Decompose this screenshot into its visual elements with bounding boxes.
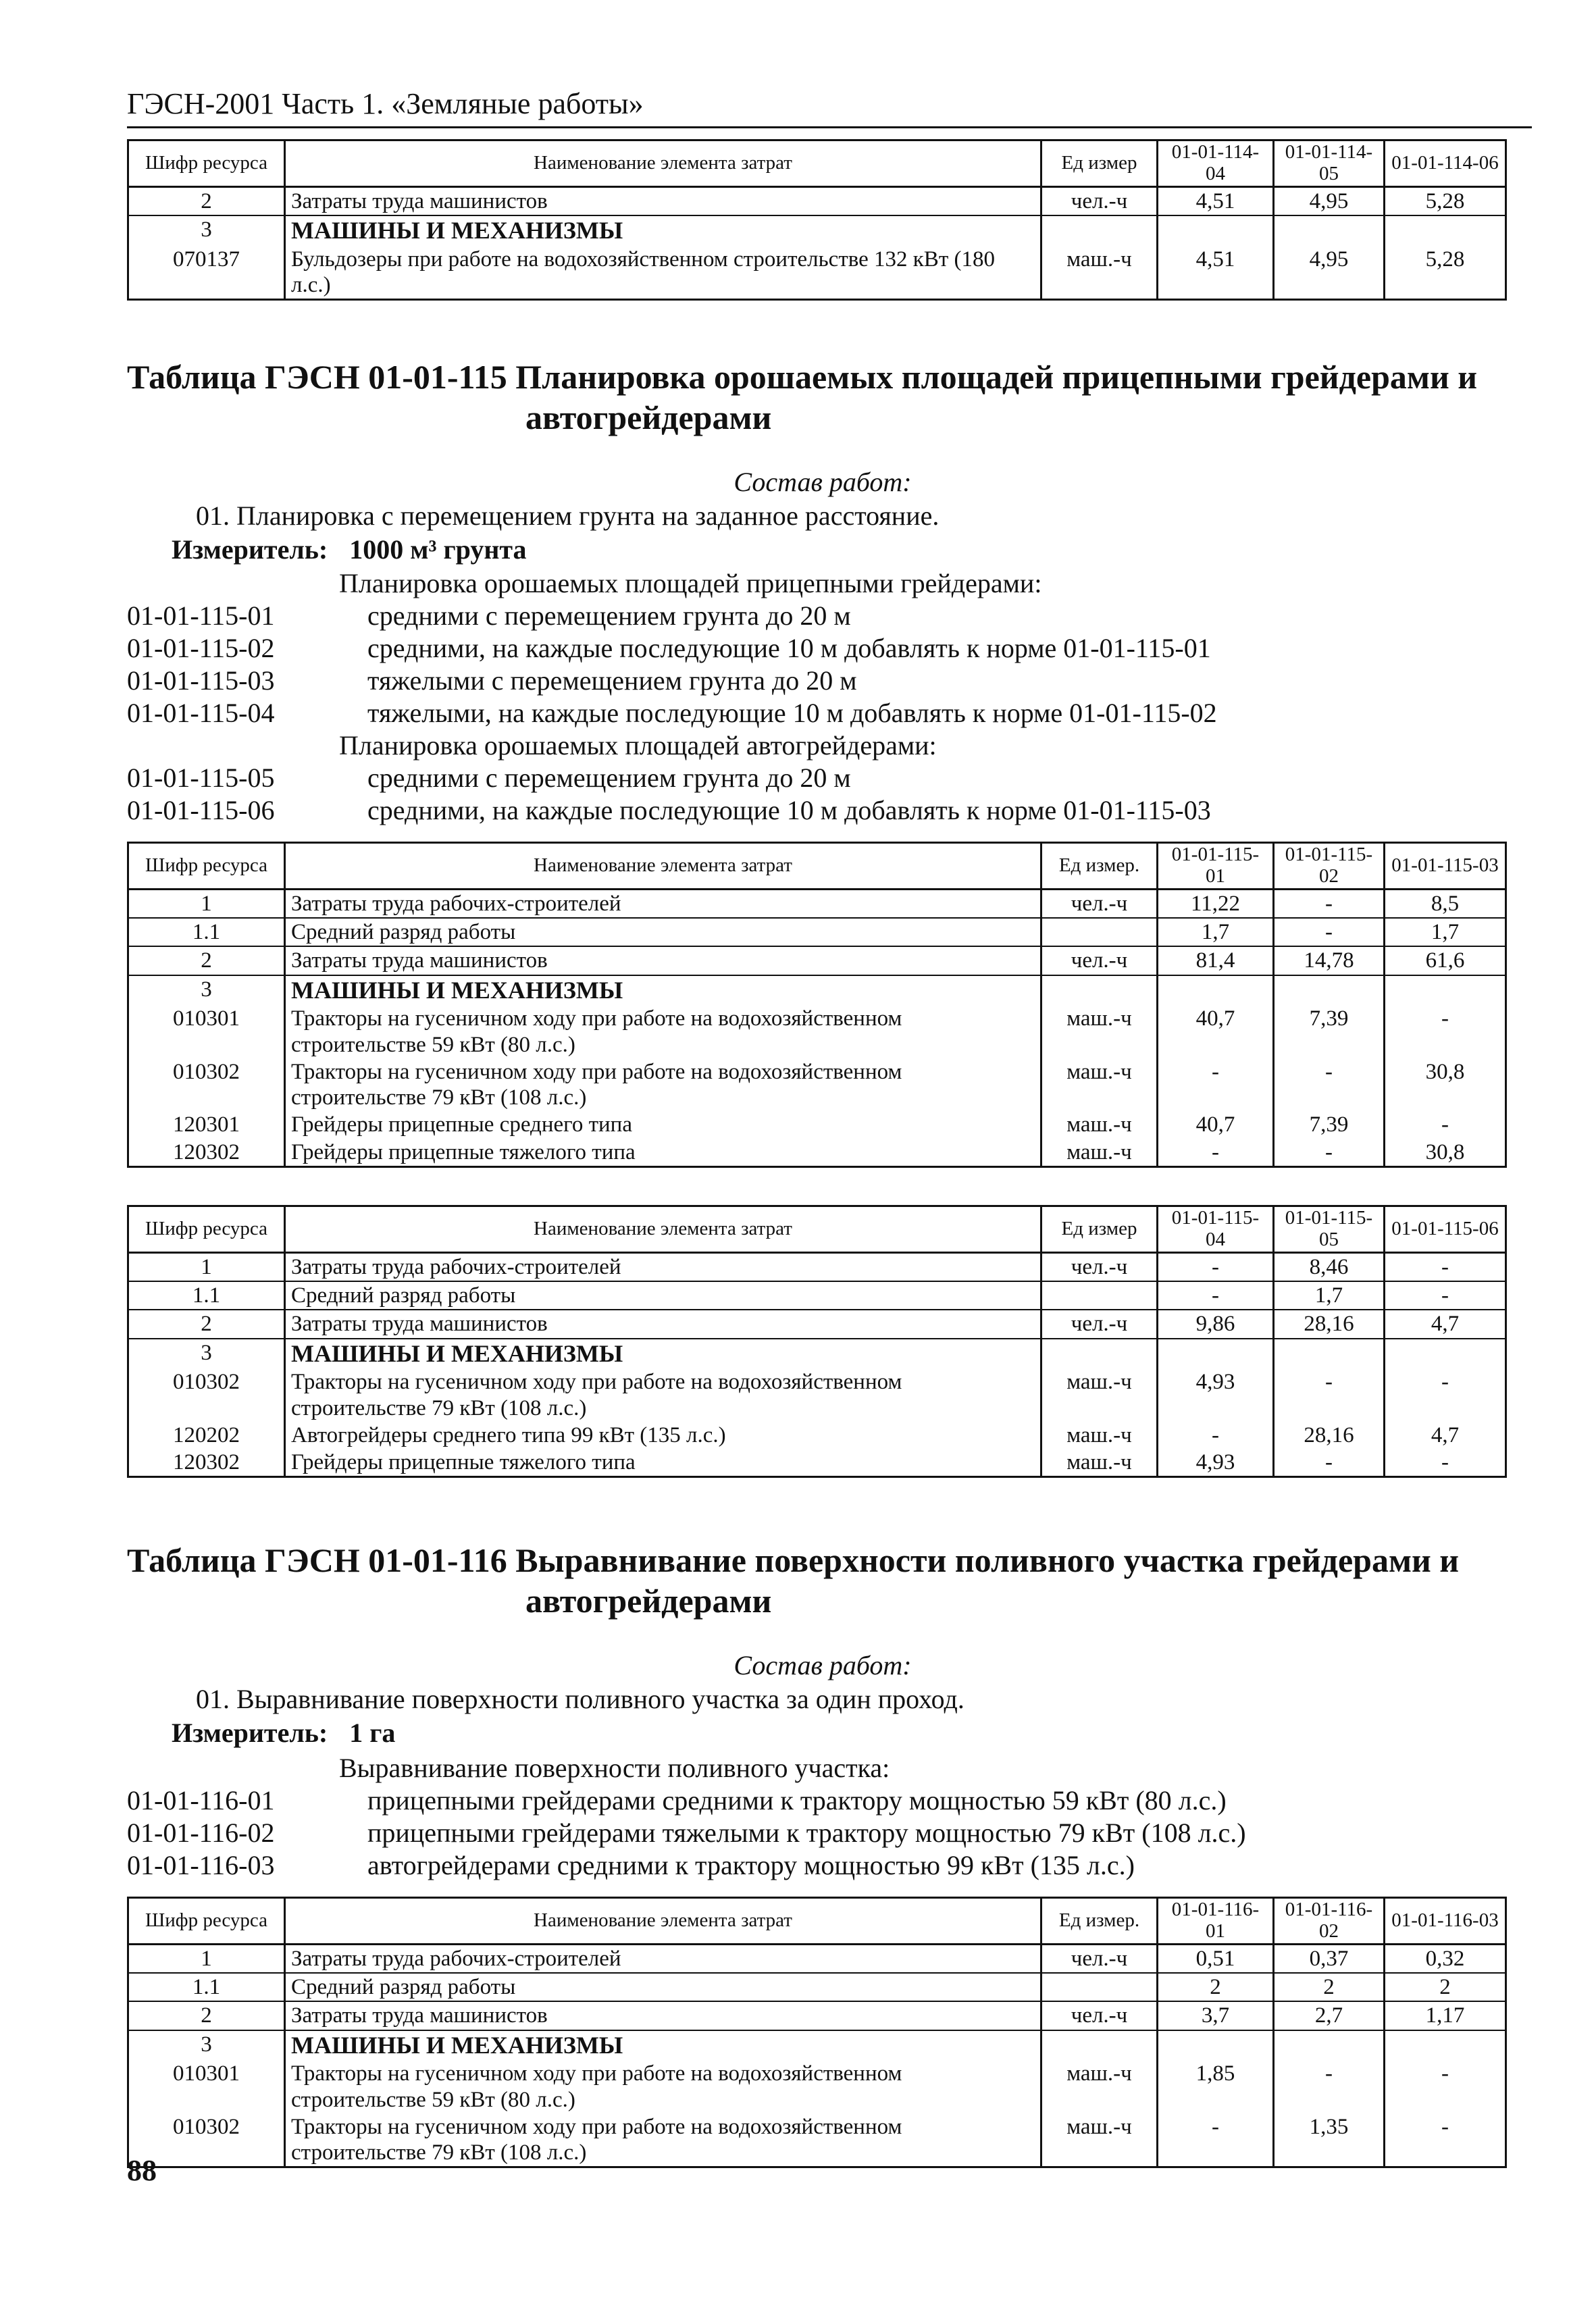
resource-name: МАШИНЫ И МЕХАНИЗМЫ (285, 2030, 1041, 2061)
resource-value: - (1385, 1005, 1506, 1058)
resource-code: 2 (128, 186, 285, 215)
table-title-116 (127, 1540, 1518, 1621)
resource-value: 2,7 (1274, 2001, 1385, 2030)
group-label: Планировка орошаемых площадей прицепными грейдерами: (339, 568, 1042, 598)
col-header-norm: 01-01-115-02 (1274, 843, 1385, 890)
resource-value: 2 (1274, 1973, 1385, 2001)
resource-value: 7,39 (1274, 1111, 1385, 1138)
meter-value: 1000 м³ грунта (349, 534, 527, 565)
resource-name: Затраты труда рабочих-строителей (285, 1944, 1041, 1973)
resource-name: Затраты труда машинистов (285, 2001, 1041, 2030)
resource-code: 1.1 (128, 1973, 285, 2001)
norm-item (127, 665, 857, 696)
resource-value: 3,7 (1158, 2001, 1274, 2030)
meter-label: Измеритель: (172, 534, 328, 565)
resource-value: 40,7 (1158, 1111, 1274, 1138)
resource-name: Тракторы на гусеничном ходу при работе на водохозяйственном строительстве 79 кВт (108 л.с.) (285, 2113, 1041, 2167)
norm-text: автогрейдерами средними к трактору мощностью 99 кВт (135 л.с.) (367, 1850, 1135, 1880)
resource-unit: чел.-ч (1041, 1944, 1158, 1973)
resource-code: 010302 (128, 1058, 285, 1112)
work-composition-label: Состав работ: (733, 1650, 912, 1680)
resource-value (1385, 975, 1506, 1006)
table-row (128, 889, 1506, 918)
resource-code: 010302 (128, 1368, 285, 1422)
col-header-unit: Ед измер (1041, 1206, 1158, 1253)
resource-unit (1041, 215, 1158, 246)
resource-code: 120301 (128, 1111, 285, 1138)
resource-value: 9,86 (1158, 1310, 1274, 1338)
resource-value: - (1158, 2113, 1274, 2167)
resource-code: 010301 (128, 1005, 285, 1058)
meter (172, 1717, 395, 1749)
resource-code: 120302 (128, 1139, 285, 1167)
resource-value (1158, 1339, 1274, 1369)
resource-value: 30,8 (1385, 1058, 1506, 1112)
resource-table-114 (127, 139, 1507, 301)
resource-unit: маш.-ч (1041, 246, 1158, 300)
resource-unit: чел.-ч (1041, 186, 1158, 215)
col-header-code: Шифр ресурса (128, 843, 285, 890)
resource-unit: маш.-ч (1041, 1368, 1158, 1422)
col-header-norm: 01-01-115-01 (1158, 843, 1274, 890)
resource-value: - (1158, 1422, 1274, 1449)
norm-text: средними с перемещением грунта до 20 м (367, 763, 851, 793)
col-header-norm: 01-01-116-02 (1274, 1898, 1385, 1945)
table-row (128, 2030, 1506, 2061)
col-header-name: Наименование элемента затрат (285, 843, 1041, 890)
norm-text: средними с перемещением грунта до 20 м (367, 600, 851, 631)
resource-value: 0,37 (1274, 1944, 1385, 1973)
resource-value: - (1158, 1281, 1274, 1310)
resource-name: Тракторы на гусеничном ходу при работе на водохозяйственном строительстве 59 кВт (80 л.с.) (285, 2060, 1041, 2113)
work-item: 01. Планировка с перемещением грунта на заданное расстояние. (196, 500, 939, 531)
table-header-row (128, 140, 1506, 187)
meter-value: 1 га (349, 1718, 396, 1748)
resource-value: - (1385, 2113, 1506, 2167)
page-header: ГЭСН-2001 Часть 1. «Земляные работы» (127, 86, 1532, 128)
col-header-norm: 01-01-114-06 (1385, 140, 1506, 187)
norm-code: 01-01-115-02 (127, 633, 275, 663)
col-header-norm: 01-01-115-04 (1158, 1206, 1274, 1253)
resource-name: Тракторы на гусеничном ходу при работе на водохозяйственном строительстве 79 кВт (108 л.с.) (285, 1058, 1041, 1112)
resource-unit (1041, 1973, 1158, 2001)
resource-value: 7,39 (1274, 1005, 1385, 1058)
resource-value: - (1385, 1368, 1506, 1422)
resource-code: 1.1 (128, 918, 285, 946)
table-row (128, 1449, 1506, 1477)
resource-value (1385, 2030, 1506, 2061)
table-row (128, 918, 1506, 946)
resource-value: 11,22 (1158, 889, 1274, 918)
resource-unit: маш.-ч (1041, 1422, 1158, 1449)
resource-unit: маш.-ч (1041, 2113, 1158, 2167)
table-row (128, 1973, 1506, 2001)
resource-unit (1041, 1339, 1158, 1369)
resource-unit: маш.-ч (1041, 1111, 1158, 1138)
col-header-norm: 01-01-116-03 (1385, 1898, 1506, 1945)
norm-item (127, 1817, 1246, 1849)
page-number: 88 (127, 2154, 157, 2187)
resource-value: 4,51 (1158, 246, 1274, 300)
resource-value: - (1274, 1368, 1385, 1422)
table-title-115 (127, 357, 1518, 438)
table-header-row (128, 843, 1506, 890)
resource-code: 2 (128, 946, 285, 975)
resource-name: Средний разряд работы (285, 918, 1041, 946)
col-header-code: Шифр ресурса (128, 1898, 285, 1945)
resource-value: - (1274, 1058, 1385, 1112)
resource-name: МАШИНЫ И МЕХАНИЗМЫ (285, 975, 1041, 1006)
resource-unit: чел.-ч (1041, 889, 1158, 918)
norm-item (127, 632, 1211, 664)
resource-unit: маш.-ч (1041, 2060, 1158, 2113)
resource-unit (1041, 2030, 1158, 2061)
norm-code: 01-01-116-01 (127, 1785, 275, 1816)
resource-name: Тракторы на гусеничном ходу при работе на водохозяйственном строительстве 59 кВт (80 л.с.) (285, 1005, 1041, 1058)
norm-item (127, 762, 851, 794)
resource-unit (1041, 918, 1158, 946)
resource-value: 1,7 (1158, 918, 1274, 946)
norm-text: прицепными грейдерами тяжелыми к трактору мощностью 79 кВт (108 л.с.) (367, 1818, 1246, 1848)
resource-code: 010302 (128, 2113, 285, 2167)
resource-code: 1.1 (128, 1281, 285, 1310)
resource-name: Грейдеры прицепные тяжелого типа (285, 1449, 1041, 1477)
resource-unit: чел.-ч (1041, 2001, 1158, 2030)
meter (172, 534, 527, 565)
work-item: 01. Выравнивание поверхности поливного участка за один проход. (196, 1684, 964, 1714)
resource-code: 070137 (128, 246, 285, 300)
resource-name: Грейдеры прицепные среднего типа (285, 1111, 1041, 1138)
table-row (128, 1058, 1506, 1112)
resource-value (1158, 2030, 1274, 2061)
resource-unit (1041, 1281, 1158, 1310)
resource-value: 30,8 (1385, 1139, 1506, 1167)
norm-code: 01-01-115-05 (127, 763, 275, 793)
group-label: Выравнивание поверхности поливного участка: (339, 1753, 890, 1783)
norm-item (127, 1784, 1227, 1816)
resource-name: Затраты труда рабочих-строителей (285, 889, 1041, 918)
resource-name: Средний разряд работы (285, 1973, 1041, 2001)
norm-text: тяжелыми, на каждые последующие 10 м добавлять к норме 01-01-115-02 (367, 698, 1217, 728)
resource-unit: чел.-ч (1041, 1310, 1158, 1338)
resource-value: 40,7 (1158, 1005, 1274, 1058)
norm-text: средними, на каждые последующие 10 м добавлять к норме 01-01-115-01 (367, 633, 1211, 663)
resource-name: Затраты труда машинистов (285, 946, 1041, 975)
table-row (128, 215, 1506, 246)
col-header-norm: 01-01-116-01 (1158, 1898, 1274, 1945)
work-composition-label: Состав работ: (733, 467, 912, 497)
resource-code: 3 (128, 2030, 285, 2061)
resource-value: 4,51 (1158, 186, 1274, 215)
table-row (128, 2001, 1506, 2030)
resource-value (1158, 975, 1274, 1006)
col-header-name: Наименование элемента затрат (285, 1206, 1041, 1253)
resource-value (1274, 215, 1385, 246)
col-header-norm: 01-01-114-04 (1158, 140, 1274, 187)
table-row (128, 1005, 1506, 1058)
norm-text: прицепными грейдерами средними к трактору мощностью 59 кВт (80 л.с.) (367, 1785, 1227, 1816)
resource-value (1274, 2030, 1385, 2061)
resource-value: - (1274, 1449, 1385, 1477)
resource-table-115a (127, 842, 1507, 1168)
resource-value: - (1158, 1139, 1274, 1167)
table-title-line-1: Таблица ГЭСН 01-01-116 Выравнивание поверхности поливного участка грейдерами и (127, 1541, 1460, 1579)
col-header-unit: Ед измер. (1041, 1898, 1158, 1945)
resource-value: 8,5 (1385, 889, 1506, 918)
table-row (128, 246, 1506, 300)
resource-value: - (1385, 2060, 1506, 2113)
resource-value: 28,16 (1274, 1310, 1385, 1338)
resource-code: 3 (128, 215, 285, 246)
resource-unit: маш.-ч (1041, 1449, 1158, 1477)
resource-unit: чел.-ч (1041, 1252, 1158, 1281)
resource-code: 2 (128, 1310, 285, 1338)
resource-value: 61,6 (1385, 946, 1506, 975)
resource-value: 5,28 (1385, 186, 1506, 215)
resource-value (1385, 1339, 1506, 1369)
meter-label: Измеритель: (172, 1718, 328, 1748)
resource-value: - (1385, 1252, 1506, 1281)
resource-value (1158, 215, 1274, 246)
resource-value: 14,78 (1274, 946, 1385, 975)
norm-item (127, 600, 851, 632)
col-header-code: Шифр ресурса (128, 1206, 285, 1253)
norm-item (127, 697, 1217, 729)
resource-value: - (1274, 1139, 1385, 1167)
resource-value: 4,93 (1158, 1449, 1274, 1477)
table-header-row (128, 1898, 1506, 1945)
resource-value: - (1158, 1058, 1274, 1112)
resource-value: 2 (1385, 1973, 1506, 2001)
table-row (128, 1139, 1506, 1167)
resource-name: МАШИНЫ И МЕХАНИЗМЫ (285, 1339, 1041, 1369)
resource-value: 4,95 (1274, 246, 1385, 300)
group-label: Планировка орошаемых площадей автогрейдерами: (339, 730, 937, 761)
table-row (128, 1252, 1506, 1281)
resource-value: 1,7 (1274, 1281, 1385, 1310)
resource-value: 28,16 (1274, 1422, 1385, 1449)
resource-code: 010301 (128, 2060, 285, 2113)
resource-value: 4,95 (1274, 186, 1385, 215)
table-header-row (128, 1206, 1506, 1253)
resource-value: 1,17 (1385, 2001, 1506, 2030)
resource-value: 4,7 (1385, 1422, 1506, 1449)
resource-code: 3 (128, 1339, 285, 1369)
resource-value: - (1385, 1111, 1506, 1138)
norm-text: тяжелыми с перемещением грунта до 20 м (367, 665, 857, 696)
resource-value: 8,46 (1274, 1252, 1385, 1281)
resource-value: - (1158, 1252, 1274, 1281)
table-row (128, 2113, 1506, 2167)
norm-code: 01-01-115-06 (127, 795, 275, 825)
table-row (128, 946, 1506, 975)
table-row (128, 1310, 1506, 1338)
resource-value: 0,51 (1158, 1944, 1274, 1973)
resource-value: 1,35 (1274, 2113, 1385, 2167)
resource-value: 0,32 (1385, 1944, 1506, 1973)
norm-code: 01-01-115-04 (127, 698, 275, 728)
table-title-line-2: автогрейдерами (525, 398, 772, 436)
resource-value (1385, 215, 1506, 246)
norm-text: средними, на каждые последующие 10 м добавлять к норме 01-01-115-03 (367, 795, 1211, 825)
resource-name: Средний разряд работы (285, 1281, 1041, 1310)
table-row (128, 1339, 1506, 1369)
col-header-norm: 01-01-115-03 (1385, 843, 1506, 890)
resource-value: 1,85 (1158, 2060, 1274, 2113)
resource-value: 81,4 (1158, 946, 1274, 975)
resource-name: Грейдеры прицепные тяжелого типа (285, 1139, 1041, 1167)
resource-code: 120202 (128, 1422, 285, 1449)
col-header-norm: 01-01-115-06 (1385, 1206, 1506, 1253)
table-title-line-1: Таблица ГЭСН 01-01-115 Планировка орошаемых площадей прицепными грейдерами и (127, 358, 1478, 396)
col-header-name: Наименование элемента затрат (285, 1898, 1041, 1945)
resource-value: 4,7 (1385, 1310, 1506, 1338)
resource-code: 1 (128, 1252, 285, 1281)
resource-value: - (1274, 889, 1385, 918)
resource-name: Затраты труда машинистов (285, 186, 1041, 215)
resource-unit: чел.-ч (1041, 946, 1158, 975)
resource-value: - (1385, 1449, 1506, 1477)
resource-name: Бульдозеры при работе на водохозяйственном строительстве 132 кВт (180 л.с.) (285, 246, 1041, 300)
resource-code: 120302 (128, 1449, 285, 1477)
col-header-name: Наименование элемента затрат (285, 140, 1041, 187)
resource-value: - (1274, 2060, 1385, 2113)
resource-code: 3 (128, 975, 285, 1006)
resource-value: - (1274, 918, 1385, 946)
table-row (128, 1368, 1506, 1422)
norm-code: 01-01-116-03 (127, 1850, 275, 1880)
resource-value: - (1385, 1281, 1506, 1310)
resource-value: 2 (1158, 1973, 1274, 2001)
resource-name: Затраты труда машинистов (285, 1310, 1041, 1338)
col-header-norm: 01-01-115-05 (1274, 1206, 1385, 1253)
table-row (128, 975, 1506, 1006)
resource-unit: маш.-ч (1041, 1058, 1158, 1112)
resource-value (1274, 975, 1385, 1006)
resource-value: 5,28 (1385, 246, 1506, 300)
col-header-norm: 01-01-114-05 (1274, 140, 1385, 187)
resource-code: 1 (128, 1944, 285, 1973)
resource-name: МАШИНЫ И МЕХАНИЗМЫ (285, 215, 1041, 246)
resource-value (1274, 1339, 1385, 1369)
resource-code: 1 (128, 889, 285, 918)
table-row (128, 1422, 1506, 1449)
norm-item (127, 1849, 1135, 1881)
norm-item (127, 794, 1211, 826)
resource-table-116 (127, 1897, 1507, 2168)
resource-unit: маш.-ч (1041, 1139, 1158, 1167)
norm-code: 01-01-115-03 (127, 665, 275, 696)
col-header-unit: Ед измер. (1041, 843, 1158, 890)
resource-name: Затраты труда рабочих-строителей (285, 1252, 1041, 1281)
col-header-unit: Ед измер (1041, 140, 1158, 187)
resource-unit (1041, 975, 1158, 1006)
table-title-line-2: автогрейдерами (525, 1582, 772, 1620)
norm-code: 01-01-116-02 (127, 1818, 275, 1848)
table-row (128, 2060, 1506, 2113)
resource-code: 2 (128, 2001, 285, 2030)
table-row (128, 1281, 1506, 1310)
table-row (128, 1944, 1506, 1973)
resource-value: 1,7 (1385, 918, 1506, 946)
norm-code: 01-01-115-01 (127, 600, 275, 631)
resource-value: 4,93 (1158, 1368, 1274, 1422)
resource-unit: маш.-ч (1041, 1005, 1158, 1058)
resource-table-115b (127, 1205, 1507, 1478)
resource-name: Тракторы на гусеничном ходу при работе на водохозяйственном строительстве 79 кВт (108 л.с.) (285, 1368, 1041, 1422)
resource-name: Автогрейдеры среднего типа 99 кВт (135 л.с.) (285, 1422, 1041, 1449)
table-row (128, 186, 1506, 215)
col-header-code: Шифр ресурса (128, 140, 285, 187)
table-row (128, 1111, 1506, 1138)
